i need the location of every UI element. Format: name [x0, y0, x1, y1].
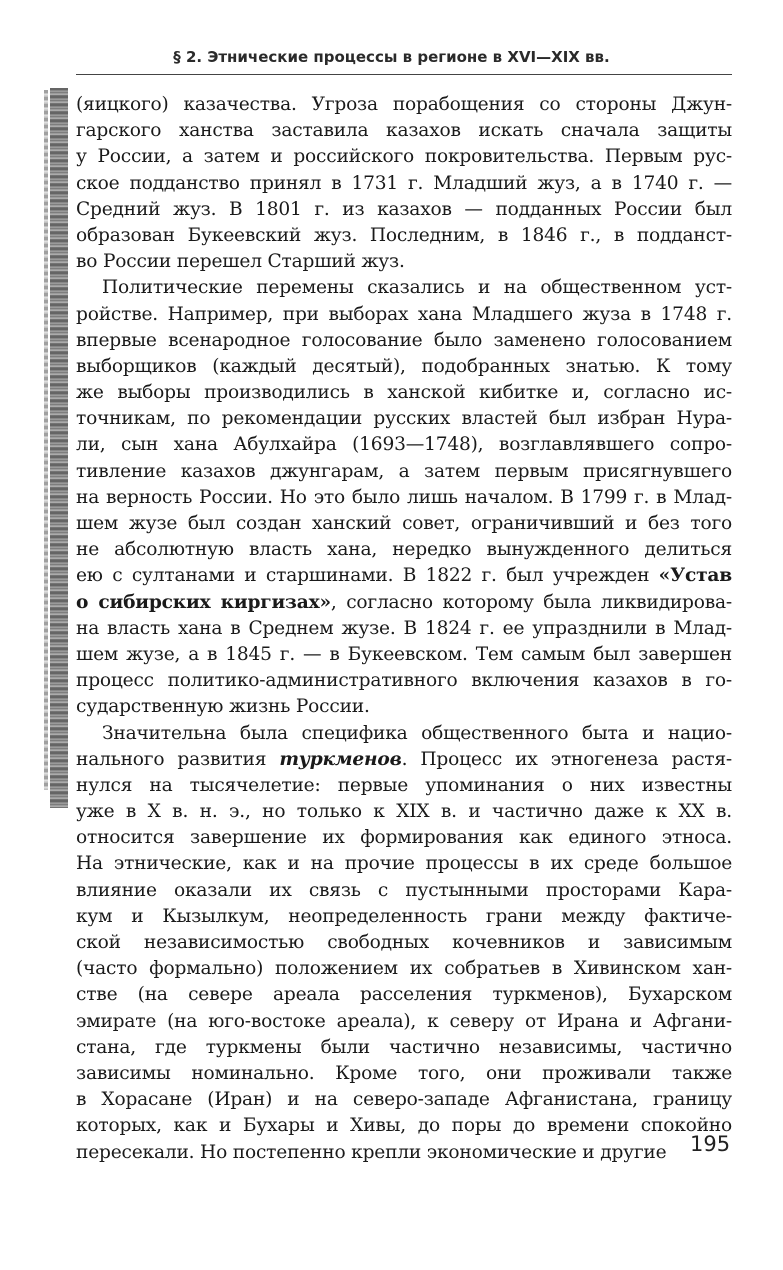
text-line: ли, сын хана Абулхайра (1693—1748), возглавлявшего сопро-: [76, 434, 732, 456]
header-rule: [76, 74, 732, 75]
text-line: стве (на севере ареала расселения туркменов), Бухарском: [76, 984, 732, 1006]
text-line: шем жузе, а в 1845 г. — в Букеевском. Тем самым был завершен: [76, 643, 732, 665]
text-line: ской независимостью свободных кочевников и зависимым: [76, 932, 732, 953]
text-line: во России перешел Старший жуз.: [76, 251, 405, 273]
text-line: впервые всенародное голосование было заменено голосованием: [76, 329, 732, 351]
text-line: ройстве. Например, при выборах хана Младшего жуза в 1748 г.: [76, 303, 732, 325]
text-line: выборщиков (каждый десятый), подобранных знатью. К тому: [76, 355, 732, 377]
text-line: нального развития туркменов. Процесс их этногенеза растя-: [76, 748, 732, 770]
text-line: процесс политико-административного включения казахов в го-: [76, 670, 732, 692]
text-line: в Хорасане (Иран) и на северо-западе Афганистана, границу: [76, 1089, 732, 1111]
text-line: которых, как и Бухары и Хивы, до поры до времени спокойно: [76, 1115, 732, 1137]
text-line: зависимы номинально. Кроме того, они проживали также: [76, 1062, 732, 1084]
text-line: нулся на тысячелетие: первые упоминания о них известны: [76, 774, 732, 796]
running-header: § 2. Этнические процессы в регионе в XVI—XIX вв.: [173, 48, 610, 66]
text-line: уже в X в. н. э., но только к XIX в. и частично даже к XX в.: [76, 801, 732, 823]
text-line: же выборы производились в ханской кибитке и, согласно ис-: [76, 382, 732, 404]
scan-binding-shadow: [50, 88, 68, 808]
text-line: Значительна была специфика общественного быта и нацио-: [102, 722, 732, 744]
text-line: эмирате (на юго-востоке ареала), к северу от Ирана и Афгани-: [76, 1010, 732, 1032]
text-line: у России, а затем и российского покровительства. Первым рус-: [76, 146, 732, 168]
text-line: пересекали. Но постепенно крепли экономические и другие: [76, 1141, 667, 1163]
text-line: На этнические, как и на прочие процессы в их среде большое: [76, 853, 732, 875]
text-line: не абсолютную власть хана, нередко вынужденного делиться: [76, 539, 732, 561]
text-line: образован Букеевский жуз. Последним, в 1846 г., в подданст-: [76, 224, 732, 246]
text-line: тивление казахов джунгарам, а затем первым присягнувшего: [76, 460, 732, 482]
text-line: гарского ханства заставила казахов искать сначала защиты: [76, 120, 732, 142]
scan-binding-shadow-outer: [44, 90, 48, 790]
text-line: относится завершение их формирования как единого этноса.: [76, 827, 732, 849]
body-text: [76, 92, 732, 1166]
text-line: влияние оказали их связь с пустынными просторами Кара-: [76, 879, 732, 901]
text-line: о сибирских киргизах», согласно которому была ликвидирова-: [76, 591, 732, 613]
text-line: сударственную жизнь России.: [76, 696, 370, 718]
text-line: ею с султанами и старшинами. В 1822 г. был учрежден «Устав: [76, 565, 732, 587]
text-line: ское подданство принял в 1731 г. Младший жуз, а в 1740 г. —: [76, 172, 732, 194]
page-number: 195: [690, 1132, 731, 1156]
text-line: стана, где туркмены были частично независимы, частично: [76, 1036, 732, 1058]
text-line: Политические перемены сказались и на общественном уст-: [102, 277, 732, 299]
text-line: на верность России. Но это было лишь началом. В 1799 г. в Млад-: [76, 486, 732, 508]
text-line: на власть хана в Среднем жузе. В 1824 г. ее упразднили в Млад-: [76, 617, 732, 639]
text-line: шем жузе был создан ханский совет, ограничивший и без того: [76, 513, 732, 534]
text-line: (часто формально) положением их собратьев в Хивинском хан-: [76, 958, 732, 980]
text-line: кум и Кызылкум, неопределенность грани между фактиче-: [76, 905, 732, 927]
text-line: (яицкого) казачества. Угроза порабощения со стороны Джун-: [76, 94, 732, 115]
text-line: Средний жуз. В 1801 г. из казахов — подданных России был: [76, 198, 732, 220]
text-line: точникам, по рекомендации русских властей был избран Нура-: [76, 408, 732, 430]
